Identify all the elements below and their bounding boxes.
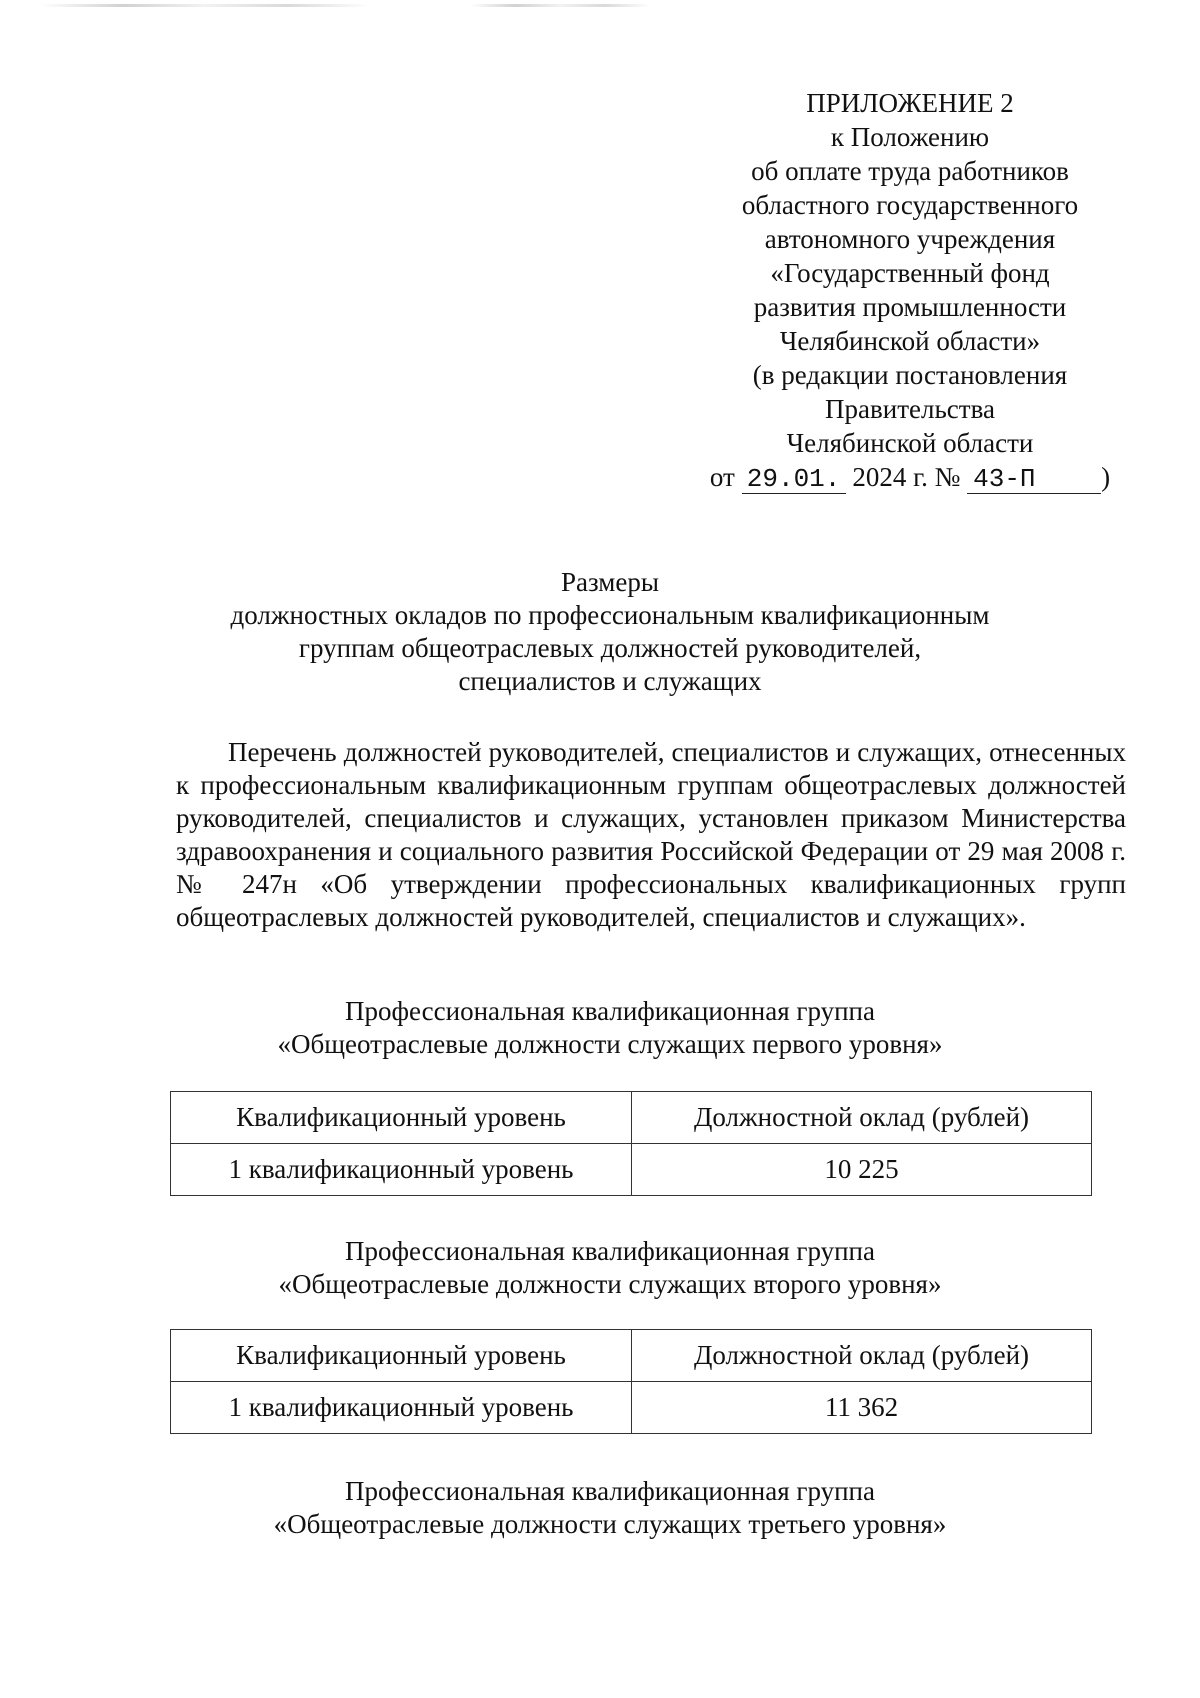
scan-artifact — [40, 4, 370, 7]
cell-level: 1 квалификационный уровень — [171, 1382, 632, 1434]
header-level: Квалификационный уровень — [171, 1330, 632, 1382]
appendix-line: Челябинской области» — [779, 326, 1041, 356]
group-heading-line: «Общеотраслевые должности служащих третьего уровня» — [273, 1509, 947, 1539]
scan-artifact — [470, 4, 650, 7]
document-title — [170, 566, 1050, 698]
intro-paragraph: Перечень должностей руководителей, специалистов и служащих, отнесенных к профессиональным квалификационным группам общеотраслевых должностей руководителей, специалистов и служащих, установлен приказом Министерства здравоохранения и социального развития Российской Федерации от 29 мая 2008 г. № 247н «Об утверждении профессиональных квалификационных групп общеотраслевых должностей руководителей, специалистов и служащих». — [176, 737, 1126, 932]
appendix-line: (в редакции постановления — [752, 360, 1068, 390]
appendix-header — [680, 86, 1140, 494]
appendix-line: «Государственный фонд — [770, 258, 1050, 288]
cell-level: 1 квалификационный уровень — [171, 1144, 632, 1196]
appendix-line: об оплате труда работников — [751, 156, 1069, 186]
appendix-line: ПРИЛОЖЕНИЕ 2 — [806, 88, 1014, 118]
group-heading-line: Профессиональная квалификационная группа — [345, 1476, 875, 1506]
title-line: группам общеотраслевых должностей руководителей, — [298, 633, 922, 663]
appendix-line: развития промышленности — [753, 292, 1067, 322]
group-heading-line: «Общеотраслевые должности служащих первого уровня» — [277, 1029, 943, 1059]
table-row — [171, 1144, 1092, 1196]
appendix-line: областного государственного — [741, 190, 1079, 220]
ref-year: 2024 г. № — [852, 462, 961, 492]
cell-salary: 10 225 — [632, 1144, 1092, 1196]
resolution-reference — [680, 460, 1140, 494]
resolution-date-field: 29.01. — [742, 465, 846, 494]
table-header-row — [171, 1092, 1092, 1144]
appendix-line: Правительства — [825, 394, 995, 424]
table-header-row — [171, 1330, 1092, 1382]
group-heading-third-level — [170, 1475, 1050, 1541]
ref-prefix: от — [709, 462, 735, 492]
ref-close: ) — [1101, 462, 1111, 492]
group-heading-line: «Общеотраслевые должности служащих второго уровня» — [278, 1269, 942, 1299]
appendix-line: автономного учреждения — [764, 224, 1056, 254]
group-heading-first-level — [170, 995, 1050, 1061]
group-heading-line: Профессиональная квалификационная группа — [345, 1236, 875, 1266]
header-salary: Должностной оклад (рублей) — [632, 1092, 1092, 1144]
title-line: должностных окладов по профессиональным квалификационным — [230, 600, 990, 630]
appendix-line: к Положению — [830, 122, 990, 152]
header-level: Квалификационный уровень — [171, 1092, 632, 1144]
header-salary: Должностной оклад (рублей) — [632, 1330, 1092, 1382]
appendix-line: Челябинской области — [786, 428, 1034, 458]
cell-salary: 11 362 — [632, 1382, 1092, 1434]
group-heading-second-level — [170, 1235, 1050, 1301]
resolution-number-field: 43-П — [967, 465, 1101, 494]
title-line: Размеры — [561, 567, 659, 597]
table-row — [171, 1382, 1092, 1434]
salary-table-first-level — [170, 1091, 1092, 1196]
title-line: специалистов и служащих — [458, 666, 762, 696]
group-heading-line: Профессиональная квалификационная группа — [345, 996, 875, 1026]
salary-table-second-level — [170, 1329, 1092, 1434]
